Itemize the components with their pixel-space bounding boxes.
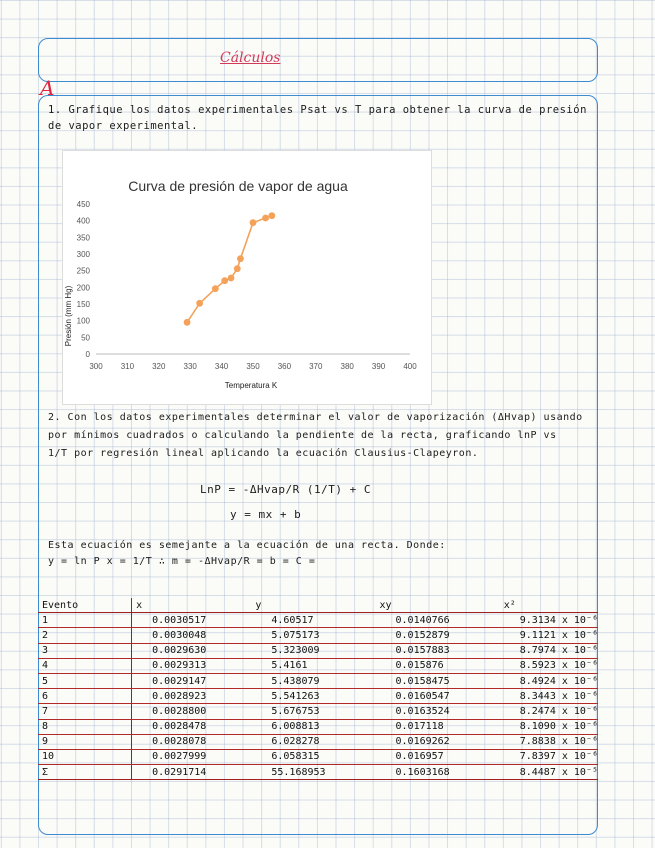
table-cell: 6.058315 — [251, 749, 375, 764]
data-point — [212, 285, 219, 292]
table-cell: 0.0140766 — [376, 613, 500, 628]
table-cell: 5.541263 — [251, 689, 375, 704]
table-cell: 3 — [38, 643, 132, 658]
question-1-line-1: 1. Grafique los datos experimentales Psat vs T para obtener la curva de presión — [48, 104, 587, 116]
table-cell: 6 — [38, 689, 132, 704]
question-2-line-2: por mínimos cuadrados o calculando la pendiente de la recta, graficando lnP vs — [48, 430, 557, 441]
table-cell: 0.015876 — [376, 658, 500, 673]
x-tick-label: 340 — [214, 362, 229, 371]
table-cell: 7 — [38, 704, 132, 719]
x-tick-label: 300 — [89, 362, 103, 371]
table-cell: 0.0029630 — [132, 643, 252, 658]
page-title: Cálculos — [220, 50, 281, 66]
table-row — [38, 719, 598, 734]
table-cell: 8.7974 x 10⁻⁶ — [500, 643, 598, 658]
table-cell: 5.075173 — [251, 628, 375, 643]
table-cell: 8.5923 x 10⁻⁶ — [500, 658, 598, 673]
table-cell: 8.4487 x 10⁻⁵ — [500, 765, 598, 780]
section-marker: A — [40, 76, 55, 100]
x-tick-label: 310 — [120, 362, 135, 371]
clausius-equation: LnP = -ΔHvap/R (1/T) + C — [200, 483, 371, 496]
table-cell: 0.0027999 — [132, 749, 252, 764]
table-row — [38, 749, 598, 764]
x-tick-label: 330 — [183, 362, 197, 371]
table-row — [38, 673, 598, 688]
analogy-line-2: y = ln P x = 1/T ∴ m = -ΔHvap/R = b = C = — [48, 556, 316, 567]
table-header-row — [38, 598, 598, 613]
table-cell: 0.1603168 — [376, 765, 500, 780]
table-cell: 8.4924 x 10⁻⁶ — [500, 673, 598, 688]
table-row — [38, 613, 598, 628]
data-point — [268, 212, 275, 219]
data-table — [38, 598, 598, 780]
data-point — [228, 275, 235, 282]
table-cell: 8 — [38, 719, 132, 734]
table-row — [38, 734, 598, 749]
data-point — [250, 219, 257, 226]
table-cell: 8.2474 x 10⁻⁶ — [500, 704, 598, 719]
table-cell: 0.0152879 — [376, 628, 500, 643]
data-point — [262, 215, 269, 222]
table-cell: 0.0169262 — [376, 734, 500, 749]
table-cell: 0.0291714 — [132, 765, 252, 780]
table-cell: 5.676753 — [251, 704, 375, 719]
y-tick-label: 250 — [76, 266, 90, 276]
col-header-xy: xy — [376, 598, 500, 613]
vapor-pressure-chart — [63, 151, 431, 404]
table-cell: 9.3134 x 10⁻⁶ — [500, 613, 598, 628]
question-2-line-1: 2. Con los datos experimentales determinar el valor de vaporización (ΔHvap) usando — [48, 412, 583, 423]
table-cell: 1 — [38, 613, 132, 628]
table-cell: 0.0030517 — [132, 613, 252, 628]
table-cell: 6.028278 — [251, 734, 375, 749]
table-cell: 0.016957 — [376, 749, 500, 764]
table-row — [38, 628, 598, 643]
analogy-line-1: Esta ecuación es semejante a la ecuación de una recta. Donde: — [48, 540, 446, 551]
table-cell: 0.0029147 — [132, 673, 252, 688]
data-point — [234, 265, 241, 272]
table-cell: 6.008813 — [251, 719, 375, 734]
y-tick-label: 50 — [81, 333, 90, 343]
x-tick-label: 400 — [403, 362, 417, 371]
table-row — [38, 689, 598, 704]
table-cell: 0.0158475 — [376, 673, 500, 688]
data-point — [196, 300, 203, 307]
x-axis-label: Temperatura K — [224, 381, 278, 390]
y-tick-label: 150 — [76, 300, 90, 309]
table-cell: 9 — [38, 734, 132, 749]
table-cell: 9.1121 x 10⁻⁶ — [500, 628, 598, 643]
table-cell: 0.0028923 — [132, 689, 252, 704]
data-point — [237, 255, 244, 262]
y-tick-label: 350 — [76, 233, 90, 243]
table-cell: 0.0028800 — [132, 704, 252, 719]
chart-container — [62, 150, 432, 405]
table-cell: 0.0030048 — [132, 628, 252, 643]
title-box — [38, 38, 598, 82]
chart-title: Curva de presión de vapor de agua — [128, 178, 348, 194]
x-tick-label: 370 — [309, 362, 323, 371]
table-sum-row — [38, 765, 598, 780]
x-tick-label: 360 — [277, 362, 292, 371]
y-tick-label: 300 — [76, 250, 90, 259]
table-cell: 5 — [38, 673, 132, 688]
table-cell: 0.0163524 — [376, 704, 500, 719]
table-cell: 0.0028078 — [132, 734, 252, 749]
y-tick-label: 0 — [85, 350, 90, 359]
question-1-line-2: de vapor experimental. — [48, 120, 199, 132]
table-cell: 8.1090 x 10⁻⁶ — [500, 719, 598, 734]
table-row — [38, 704, 598, 719]
data-point — [221, 277, 228, 284]
table-cell: 0.0029313 — [132, 658, 252, 673]
line-equation: y = mx + b — [230, 508, 302, 521]
table-cell: 0.0028478 — [132, 719, 252, 734]
x-tick-label: 320 — [152, 362, 166, 371]
col-header-x: x — [132, 598, 252, 613]
table-cell: 5.438079 — [251, 673, 375, 688]
table-cell: Σ — [38, 765, 132, 780]
table-cell: 55.168953 — [251, 765, 375, 780]
x-tick-label: 390 — [371, 362, 386, 371]
table-cell: 7.8397 x 10⁻⁶ — [500, 749, 598, 764]
y-axis-label: Presión (mm Hg) — [64, 285, 73, 347]
y-tick-label: 450 — [76, 200, 90, 209]
table-cell: 5.323009 — [251, 643, 375, 658]
table-cell: 0.0157883 — [376, 643, 500, 658]
col-header-evento: Evento — [38, 598, 132, 613]
table-row — [38, 658, 598, 673]
y-tick-label: 400 — [76, 216, 90, 226]
table-cell: 4.60517 — [251, 613, 375, 628]
question-2-line-3: 1/T por regresión lineal aplicando la ecuación Clausius-Clapeyron. — [48, 448, 479, 459]
table-cell: 7.8838 x 10⁻⁶ — [500, 734, 598, 749]
table-cell: 4 — [38, 658, 132, 673]
table-cell: 10 — [38, 749, 132, 764]
table-cell: 8.3443 x 10⁻⁶ — [500, 689, 598, 704]
table-row — [38, 643, 598, 658]
x-tick-label: 380 — [340, 362, 354, 371]
data-point — [184, 319, 191, 326]
x-tick-label: 350 — [246, 362, 260, 371]
y-tick-label: 100 — [76, 316, 90, 326]
col-header-x2: x² — [500, 598, 598, 613]
table-cell: 0.017118 — [376, 719, 500, 734]
y-tick-label: 200 — [76, 283, 90, 293]
table-cell: 0.0160547 — [376, 689, 500, 704]
table-cell: 2 — [38, 628, 132, 643]
table-cell: 5.4161 — [251, 658, 375, 673]
col-header-y: y — [251, 598, 375, 613]
